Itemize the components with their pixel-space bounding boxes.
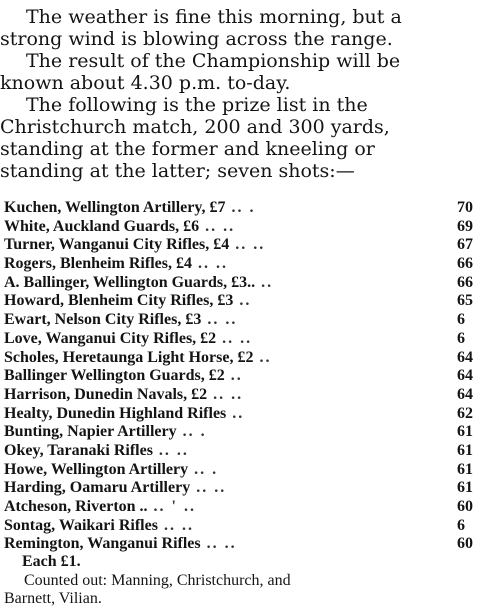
score: 64 xyxy=(457,367,473,385)
score: 64 xyxy=(457,385,473,403)
leader-dots: .. .. xyxy=(163,516,194,534)
score: 6 xyxy=(457,516,465,534)
leader-dots: .. .. xyxy=(196,479,227,497)
score: 70 xyxy=(457,199,473,216)
score: 67 xyxy=(457,236,473,254)
counted-out-line: Counted out: Manning, Christchurch, and xyxy=(24,571,291,589)
leader-dots: .. xyxy=(261,273,274,291)
leader-dots: .. .. xyxy=(213,385,244,403)
prize-row xyxy=(4,367,487,386)
text-line: The result of the Championship will be xyxy=(26,50,401,72)
competitor-name: Bunting, Napier Artillery xyxy=(4,423,177,441)
leader-dots: .. .. xyxy=(158,441,189,459)
text-line: The weather is fine this morning, but a xyxy=(26,6,402,28)
competitor-name: Scholes, Heretaunga Light Horse, £2 xyxy=(4,348,254,366)
prize-row xyxy=(4,442,487,461)
competitor-name: A. Ballinger, Wellington Guards, £3.. xyxy=(4,273,256,291)
score: 65 xyxy=(457,292,473,310)
competitor-name: Okey, Taranaki Rifles xyxy=(4,441,153,459)
competitor-name: Howard, Blenheim City Rifles, £3 xyxy=(4,292,234,310)
leader-dots: .. xyxy=(230,367,243,385)
prize-row xyxy=(4,330,487,349)
counted-out-line: Barnett, Vilian. xyxy=(4,590,102,607)
text-line: standing at the latter; seven shots:— xyxy=(0,160,355,182)
competitor-name: Howe, Wellington Artillery xyxy=(4,460,189,478)
leader-dots: .. xyxy=(259,348,272,366)
prize-row xyxy=(4,274,487,293)
prize-row xyxy=(4,535,487,554)
prize-row xyxy=(4,386,487,405)
text-line: The following is the prize list in the xyxy=(26,94,368,116)
intro-paragraphs xyxy=(0,6,487,182)
leader-dots: .. . xyxy=(231,199,256,216)
prize-list xyxy=(4,199,487,554)
prize-row xyxy=(4,517,487,536)
competitor-name: White, Auckland Guards, £6 xyxy=(4,217,200,235)
text-line: standing at the former and kneeling or xyxy=(0,138,375,160)
text-line: Christchurch match, 200 and 300 yards, xyxy=(0,116,390,138)
competitor-name: Atcheson, Riverton .. xyxy=(4,498,148,515)
leader-dots: .. .. xyxy=(205,217,236,235)
prize-row xyxy=(4,405,487,424)
prize-row xyxy=(4,255,487,274)
prize-row xyxy=(4,218,487,237)
text-line: known about 4.30 p.m. to-day. xyxy=(0,72,291,94)
score: 64 xyxy=(457,348,473,366)
leader-dots: .. xyxy=(239,292,252,310)
score: 69 xyxy=(457,217,473,235)
prize-row xyxy=(4,498,487,517)
each-note: Each £1. xyxy=(22,553,81,570)
prize-row xyxy=(4,479,487,498)
score: 61 xyxy=(457,479,473,497)
leader-dots: .. . xyxy=(194,460,219,478)
competitor-name: Kuchen, Wellington Artillery, £7 xyxy=(4,199,226,216)
competitor-name: Harrison, Dunedin Navals, £2 xyxy=(4,385,208,403)
leader-dots: .. . xyxy=(182,423,207,441)
score: 60 xyxy=(457,498,473,515)
prize-row xyxy=(4,236,487,255)
prize-row xyxy=(4,292,487,311)
competitor-name: Love, Wanganui City Rifles, £2 xyxy=(4,329,217,347)
leader-dots: .. .. xyxy=(207,311,238,329)
prize-row xyxy=(4,461,487,480)
score: 6 xyxy=(457,311,465,329)
closing-notes xyxy=(4,553,487,609)
score: 60 xyxy=(457,535,473,553)
score: 66 xyxy=(457,273,473,291)
text-line: strong wind is blowing across the range. xyxy=(0,28,393,50)
leader-dots: .. ' .. xyxy=(153,498,196,515)
prize-row xyxy=(4,311,487,330)
competitor-name: Turner, Wanganui City Rifles, £4 xyxy=(4,236,230,254)
score: 6 xyxy=(457,329,465,347)
score: 66 xyxy=(457,255,473,273)
leader-dots: .. .. xyxy=(197,255,228,273)
competitor-name: Remington, Wanganui Rifles xyxy=(4,535,201,553)
score: 61 xyxy=(457,460,473,478)
score: 61 xyxy=(457,423,473,441)
prize-row xyxy=(4,199,487,218)
competitor-name: Ballinger Wellington Guards, £2 xyxy=(4,367,225,385)
prize-row xyxy=(4,349,487,368)
competitor-name: Ewart, Nelson City Rifles, £3 xyxy=(4,311,202,329)
competitor-name: Rogers, Blenheim Rifles, £4 xyxy=(4,255,192,273)
score: 62 xyxy=(457,404,473,422)
leader-dots: .. .. xyxy=(206,535,237,553)
score: 61 xyxy=(457,441,473,459)
leader-dots: .. .. xyxy=(235,236,266,254)
prize-row xyxy=(4,423,487,442)
leader-dots: .. .. xyxy=(222,329,253,347)
competitor-name: Harding, Oamaru Artillery xyxy=(4,479,191,497)
competitor-name: Healty, Dunedin Highland Rifles xyxy=(4,404,227,422)
competitor-name: Sontag, Waikari Rifles xyxy=(4,516,158,534)
leader-dots: .. xyxy=(232,404,245,422)
